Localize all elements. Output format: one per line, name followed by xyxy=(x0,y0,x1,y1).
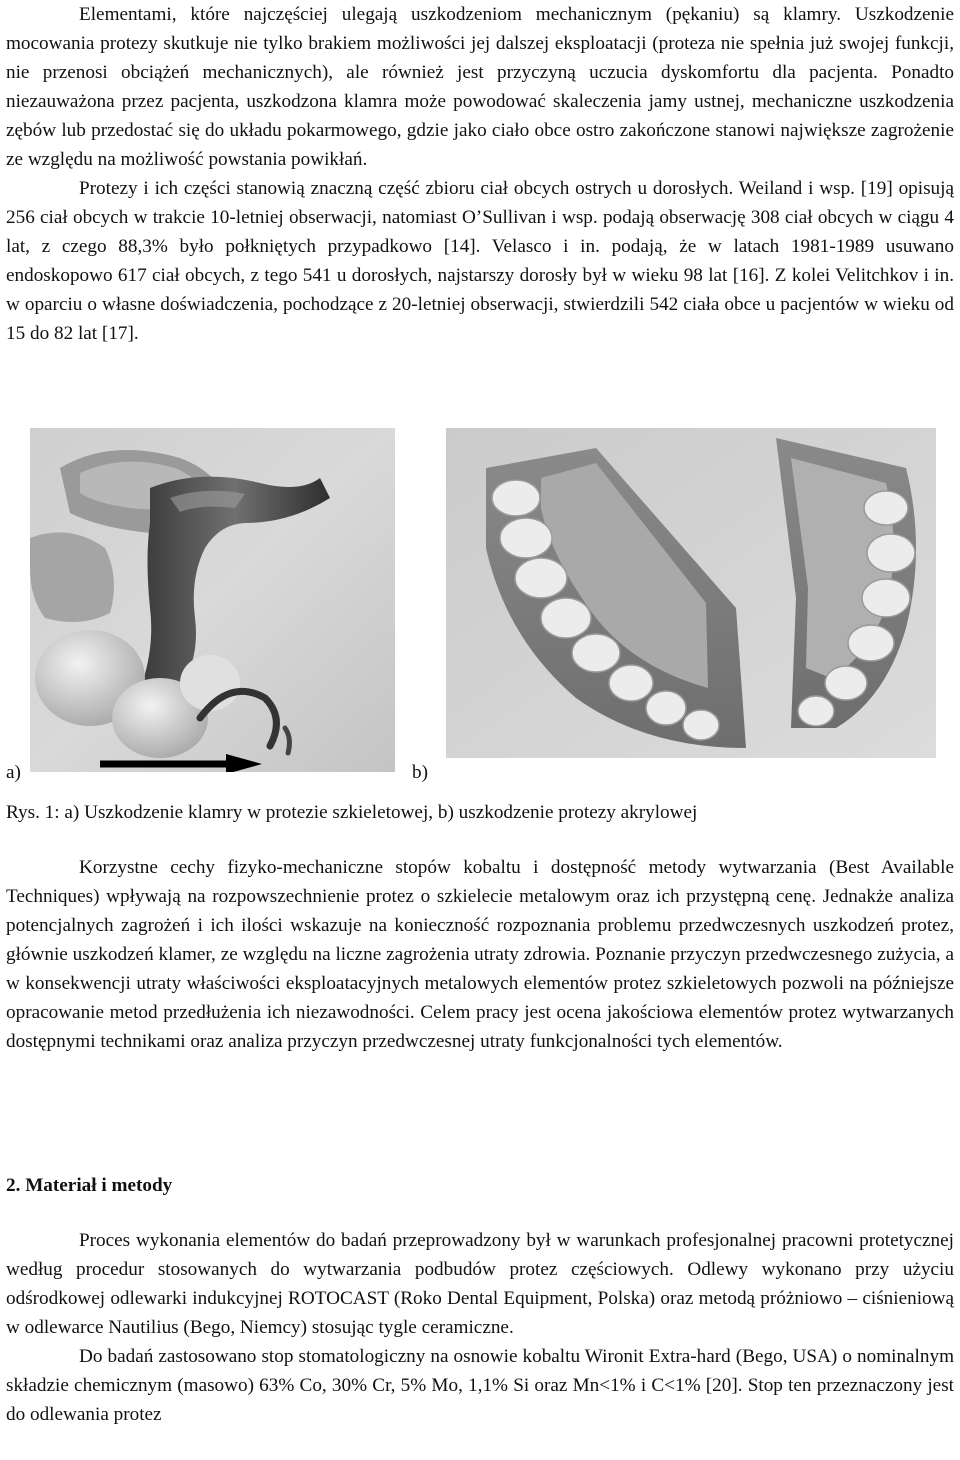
paragraph-4: Proces wykonania elementów do badań przeprowadzony był w warunkach profesjonalnej pracowni protetycznej według procedur stosowanych do wytwarzania podbudów protez częściowych. Odlewy wykonano przy użyciu odśrodkowej odlewarki indukcyjnej ROTOCAST (Roko Dental Equipment, Polska) oraz metodą próżniowo – ciśnieniową w odlewarce Nautilius (Bego, Niemcy) stosując tygle ceramiczne. xyxy=(6,1230,954,1338)
figure-label-b: b) xyxy=(412,762,428,783)
figure-1 xyxy=(6,428,954,788)
figure-caption: Rys. 1: a) Uszkodzenie klamry w protezie szkieletowej, b) uszkodzenie protezy akrylowej xyxy=(6,802,698,823)
paragraph-1: Elementami, które najczęściej ulegają uszkodzeniom mechanicznym (pękaniu) są klamry. Uszkodzenie mocowania protezy skutkuje nie tylko brakiem możliwości jej dalszej eksploatacji (proteza nie spełnia już swojej funkcji, nie przenosi obciążeń mechanicznych), ale również jest przyczyną uczucia dyskomfortu dla pacjenta. Ponadto niezauważona przez pacjenta, uszkodzona klamra może powodować skaleczenia jamy ustnej, mechaniczne uszkodzenia zębów lub przedostać się do układu pokarmowego, gdzie jako ciało obce ostro zakończone stanowi największe zagrożenie ze względu na możliwość powstania powikłań. xyxy=(6,4,954,170)
paragraph-3: Korzystne cechy fizyko-mechaniczne stopów kobaltu i dostępność metody wytwarzania (Best Available Techniques) wpływają na rozpowszechnienie protez o szkielecie metalowym oraz ich przystępną cenę. Jednakże analiza potencjalnych zagrożeń i ich ilości wskazuje na konieczność rozpoznania problemu przedwczesnych uszkodzeń protez, głównie uszkodzeń klamer, ze względu na liczne zagrożenia utraty zdrowia. Poznanie przyczyn przedwczesnego zużycia, a w konsekwencji utraty właściwości eksploatacyjnych metalowych elementów protez szkieletowych pozwoli na późniejsze opracowanie metod przedłużenia ich niezawodności. Celem pracy jest ocena jakościowa elementów protez wytwarzanych dostępnymi technikami oraz analiza przyczyn przedwczesnej utraty funkcjonalności tych elementów. xyxy=(6,857,954,1052)
paragraph-2: Protezy i ich części stanowią znaczną część zbioru ciał obcych ostrych u dorosłych. Weiland i wsp. [19] opisują 256 ciał obcych w trakcie 10-letniej obserwacji, natomiast O’Sullivan i wsp. podają obserwację 308 ciał obcych w ciągu 4 lat, z czego 88,3% było połkniętych przypadkowo [14]. Velasco i in. podają, że w latach 1981-1989 usuwano endoskopowo 617 ciał obcych, z tego 541 u dorosłych, najstarszy dorosły był w wieku 98 lat [16]. Z kolei Velitchkov i in. w oparciu o własne doświadczenia, pochodzące z 20-letniej obserwacji, stwierdzili 542 ciała obce u pacjentów w wieku od 15 do 82 lat [17]. xyxy=(6,178,954,344)
paragraph-5: Do badań zastosowano stop stomatologiczny na osnowie kobaltu Wironit Extra-hard (Bego, USA) o nominalnym składzie chemicznym (masowo) 63% Co, 30% Cr, 5% Mo, 1,1% Si oraz Mn<1% i C<1% [20]. Stop ten przeznaczony jest do odlewania protez xyxy=(6,1346,954,1425)
section-heading: 2. Materiał i metody xyxy=(6,1175,173,1196)
text-block-middle xyxy=(6,853,954,1056)
text-block-top xyxy=(6,0,954,348)
figure-label-a: a) xyxy=(6,762,21,783)
photo-broken-clasp xyxy=(30,428,395,772)
text-block-bottom xyxy=(6,1226,954,1429)
photo-broken-acrylic-denture xyxy=(446,428,936,758)
